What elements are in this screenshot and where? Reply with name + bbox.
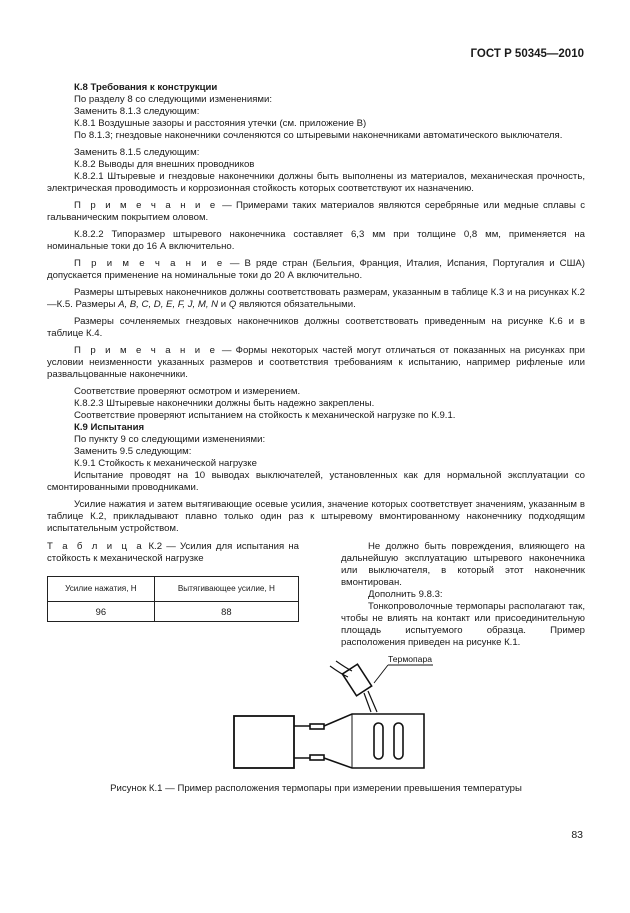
table-cell: 96 bbox=[48, 602, 155, 622]
paragraph bbox=[47, 287, 585, 311]
connector-housing bbox=[234, 716, 294, 768]
note-text: — Формы некоторых частей могут отличаться от показанных на рисунках при условии неизменности указанных размеров и соответствия требованиям к испытанию, например рифленые или развальцованные наконечники. bbox=[47, 345, 585, 380]
thermocouple-body bbox=[342, 664, 371, 696]
table-caption bbox=[47, 541, 299, 565]
paragraph-text: Размеры штыревых наконечников должны соответствовать размерам, указанным в таблице К.3 и на рисунках К.2—К.5. Размеры bbox=[47, 287, 585, 310]
paragraph: По разделу 8 со следующими изменениями: bbox=[74, 94, 273, 105]
note-text: — Примерами таких материалов являются серебряные или медные сплавы с гальваническим покрытием оловом. bbox=[47, 200, 585, 223]
paragraph-tail: являются обязательными. bbox=[236, 299, 356, 310]
thermocouple-figure bbox=[228, 650, 458, 770]
terminal-slot-left bbox=[374, 723, 383, 759]
thermocouple-wires bbox=[330, 661, 352, 677]
table-cell: 88 bbox=[154, 602, 298, 622]
note-paragraph bbox=[47, 200, 585, 224]
paragraph: Не должно быть повреждения, влияющего на дальнейшую эксплуатацию штыревого наконечника или выключателя, в который этот наконечник вмонтирован. bbox=[341, 541, 585, 588]
sleeve bbox=[294, 726, 310, 758]
leader-line bbox=[374, 665, 388, 683]
paragraph: Заменить 8.1.3 следующим: bbox=[74, 106, 200, 117]
paragraph: По пункту 9 со следующими изменениями: bbox=[74, 434, 266, 445]
table-header-row bbox=[48, 577, 299, 602]
note-label: П р и м е ч а н и е bbox=[74, 258, 225, 269]
crimp-tab-bottom bbox=[310, 755, 324, 760]
crimp-tab-top bbox=[310, 724, 324, 729]
paragraph: К.8.1 Воздушные зазоры и расстояния утечки (см. приложение В) bbox=[74, 118, 367, 129]
conjunction: и bbox=[218, 299, 229, 310]
table-caption-text: К.2 — Усилия для испытания на стойкость к механической нагрузке bbox=[47, 541, 299, 564]
paragraph: Соответствие проверяют осмотром и измерением. bbox=[74, 386, 301, 397]
right-text-column bbox=[341, 541, 585, 649]
dimension-letters: A, B, C, D, E, F, J, M, N bbox=[118, 299, 219, 310]
two-column-block bbox=[47, 541, 585, 649]
terminal-slot-right bbox=[394, 723, 403, 759]
note-paragraph bbox=[47, 258, 585, 282]
section-heading-k8: К.8 Требования к конструкции bbox=[74, 82, 218, 93]
force-table bbox=[47, 576, 299, 622]
thermocouple-leads bbox=[364, 691, 377, 712]
document-body bbox=[47, 82, 585, 649]
table-row bbox=[48, 602, 299, 622]
paragraph: К.8.2.2 Типоразмер штыревого наконечника составляет 6,3 мм при толщине 0,8 мм, применяется на номинальные токи до 16 А включительно. bbox=[47, 229, 585, 252]
paragraph: К.8.2.1 Штыревые и гнездовые наконечники должны быть выполнены из материалов, механическая прочность, электрическая проводимость и коррозионная стойкость которых соответствуют их назначению. bbox=[47, 171, 585, 194]
paragraph: По 8.1.3; гнездовые наконечники сочленяются со штыревыми наконечниками автоматического выключателя. bbox=[74, 130, 563, 141]
thermocouple-label: Термопара bbox=[388, 654, 433, 664]
paragraph: Усилие нажатия и затем вытягивающие осевые усилия, значение которых соответствует значениям, указанным в таблице К.2, прикладывают плавно только один раз к штыревому вмонтированному наконечнику подходящим испытательным устройством. bbox=[47, 499, 585, 534]
table-header-cell: Усилие нажатия, Н bbox=[48, 577, 155, 602]
paragraph: К.8.2.3 Штыревые наконечники должны быть надежно закреплены. bbox=[74, 398, 375, 409]
paragraph: Заменить 9.5 следующим: bbox=[74, 446, 192, 457]
paragraph: К.9.1 Стойкость к механической нагрузке bbox=[74, 458, 257, 469]
paragraph: Испытание проводят на 10 выводах выключателей, установленных как для нормальной эксплуатации со смонтированными проводниками. bbox=[47, 470, 585, 493]
figure-caption: Рисунок К.1 — Пример расположения термопары при измерении превышения температуры bbox=[110, 783, 522, 794]
table-header-cell: Вытягивающее усилие, Н bbox=[154, 577, 298, 602]
note-label: П р и м е ч а н и е bbox=[74, 345, 218, 356]
document-header: ГОСТ Р 50345—2010 bbox=[470, 48, 584, 60]
paragraph: Тонкопроволочные термопары располагают так, чтобы не влиять на контакт или присоединительную площадь испытуемого образца. Пример расположения приведен на рисунке К.1. bbox=[341, 601, 585, 648]
note-paragraph bbox=[47, 345, 585, 381]
paragraph: Дополнить 9.8.3: bbox=[368, 589, 443, 600]
section-heading-k9: К.9 Испытания bbox=[74, 422, 145, 433]
table-column bbox=[47, 541, 299, 649]
paragraph: К.8.2 Выводы для внешних проводников bbox=[74, 159, 255, 170]
page-number: 83 bbox=[571, 829, 583, 841]
paragraph: Соответствие проверяют испытанием на стойкость к механической нагрузке по К.9.1. bbox=[74, 410, 456, 421]
paragraph: Размеры сочленяемых гнездовых наконечников должны соответствовать приведенным на рисунке К.6 и в таблице К.4. bbox=[47, 316, 585, 339]
note-text: — В ряде стран (Бельгия, Франция, Италия, Испания, Португалия и США) допускается применение на номинальные токи до 20 А включительно. bbox=[47, 258, 585, 281]
note-label: П р и м е ч а н и е bbox=[74, 200, 218, 211]
paragraph: Заменить 8.1.5 следующим: bbox=[74, 147, 200, 158]
table-caption-label: Т а б л и ц а bbox=[47, 541, 145, 552]
dimension-letter-q: Q bbox=[228, 299, 237, 310]
